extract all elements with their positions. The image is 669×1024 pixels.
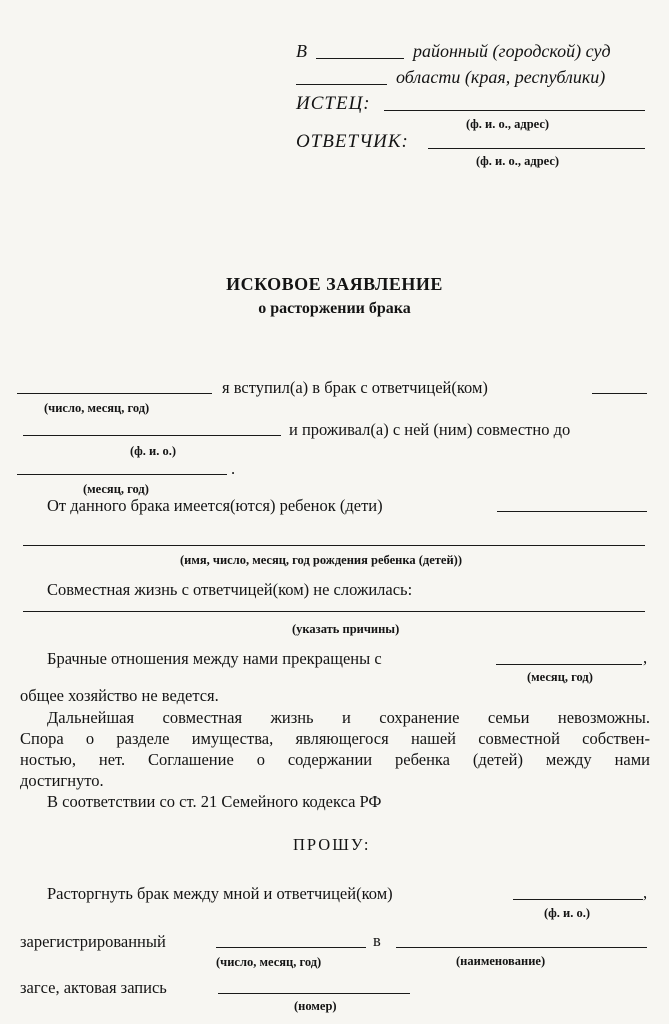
court-line1: районный (городской) суд [413,41,611,61]
lived-dot: . [231,459,236,478]
code-text: В соответствии со ст. 21 Семейного кодекса РФ [47,792,382,811]
relations-text: Брачные отношения между нами прекращены с [47,649,382,668]
relations-date-line [496,664,642,665]
para-line4: достигнуто. [20,771,104,790]
children-line-2 [23,545,645,546]
defendant-label: ОТВЕТЧИК: [296,131,409,152]
plaintiff-label: ИСТЕЦ: [296,93,371,114]
marriage-date-caption: (число, месяц, год) [44,401,150,415]
dissolve-caption: (ф. и. о.) [544,906,591,920]
household-text: общее хозяйство не ведется. [20,686,219,705]
lived-name-caption: (ф. и. о.) [130,444,177,458]
court-line2: области (края, республики) [396,67,606,87]
plaintiff-line [384,110,645,111]
children-text: От данного брака имеется(ются) ребенок (дети) [47,496,383,515]
registered-name-caption: (наименование) [456,954,546,968]
children-caption: (имя, число, месяц, год рождения ребенка (детей)) [180,553,462,567]
reasons-caption: (указать причины) [292,622,400,636]
dissolve-text: Расторгнуть брак между мной и ответчицей(ком) [47,884,393,903]
para-line1: Дальнейшая совместная жизнь и сохранение семьи невозможны. [47,708,650,727]
children-line-1 [497,511,647,512]
lived-date-line [17,474,227,475]
court-region-line [296,84,387,85]
para-line3: ностью, нет. Соглашение о содержании ребенка (детей) между нами [20,750,650,769]
lived-date-caption: (месяц, год) [83,482,149,496]
relations-caption: (месяц, год) [527,670,593,684]
marriage-spouse-line [592,393,647,394]
registry-caption: (номер) [294,999,337,1013]
court-district-line [316,58,404,59]
life-text: Совместная жизнь с ответчицей(ком) не сложилась: [47,580,413,599]
registered-date-caption: (число, месяц, год) [216,955,322,969]
plaintiff-caption: (ф. и. о., адрес) [466,117,550,131]
relations-comma: , [643,648,648,667]
registered-date-line [216,947,366,948]
registered-text: зарегистрированный [20,932,166,951]
title-main: ИСКОВОЕ ЗАЯВЛЕНИЕ [226,274,443,294]
defendant-line [428,148,645,149]
para-line2: Спора о разделе имущества, являющегося нашей совместной собствен- [20,729,650,748]
registered-name-line [396,947,647,948]
request-heading: ПРОШУ: [293,835,371,854]
marriage-text: я вступил(а) в брак с ответчицей(ком) [222,378,488,397]
registered-in: в [373,931,381,950]
marriage-date-line [17,393,212,394]
dissolve-comma: , [643,883,648,902]
defendant-caption: (ф. и. о., адрес) [476,154,560,168]
court-prefix: В [296,41,307,61]
reasons-line [23,611,645,612]
registry-text: загсе, актовая запись [20,978,167,997]
lived-text: и проживал(а) с ней (ним) совместно до [289,420,571,439]
lived-name-line [23,435,281,436]
registry-number-line [218,993,410,994]
dissolve-name-line [513,899,643,900]
title-sub: о расторжении брака [258,300,411,317]
